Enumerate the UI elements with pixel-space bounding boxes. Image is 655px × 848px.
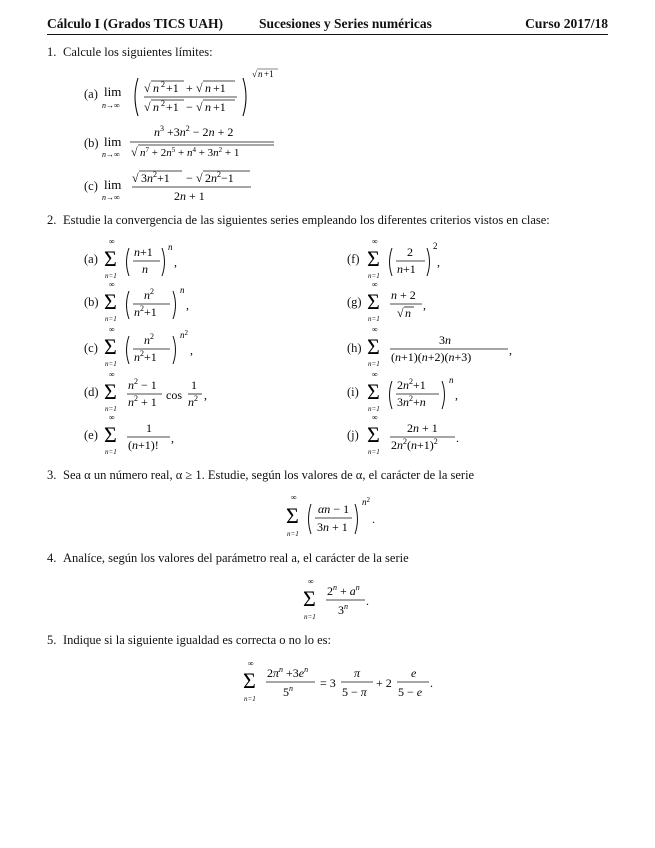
svg-text:+1: +1 <box>264 69 274 79</box>
svg-text:n: n <box>180 285 185 295</box>
question-number: 2. <box>47 213 57 227</box>
svg-text:n3 +3n2 − 2n + 2: $n^3 +3n^2 - 2n + 2$ <box>154 124 234 139</box>
svg-text:√: √ <box>196 81 203 95</box>
question-5 <box>47 633 331 648</box>
svg-text:n+1: n+1 <box>134 245 153 259</box>
svg-text:∞: ∞ <box>372 280 378 289</box>
item-label: (i) <box>347 385 359 399</box>
svg-text:,: , <box>204 388 207 402</box>
svg-text:∞: ∞ <box>372 413 378 422</box>
svg-text:e: e <box>411 666 417 680</box>
formula-2f <box>367 236 467 282</box>
item-label: (a) <box>84 252 98 266</box>
svg-text:n=1: n=1 <box>287 530 299 538</box>
svg-text:√: √ <box>144 81 151 95</box>
svg-text:5 − e: 5 − e <box>398 685 423 699</box>
svg-text:,: , <box>423 298 426 312</box>
svg-text:Σ: Σ <box>367 422 380 447</box>
svg-text:∞: ∞ <box>248 659 254 668</box>
svg-text:2πn +3en: $2\pi^n +3e^n$ <box>267 665 309 680</box>
svg-text:√: √ <box>144 100 151 114</box>
item-label: (j) <box>347 428 359 442</box>
svg-text:n + 2: n + 2 <box>391 288 416 302</box>
svg-text:n2: $n^2$ <box>144 287 154 302</box>
svg-text:2: 2 <box>161 99 165 108</box>
formula-1b <box>104 122 294 162</box>
svg-text:∞: ∞ <box>109 237 115 246</box>
svg-text:2: 2 <box>161 80 165 89</box>
svg-text:n2+1: $n^2+1$ <box>134 349 157 364</box>
svg-text:cos: cos <box>166 388 182 402</box>
question-text: Sea α un número real, α ≥ 1. Estudie, según los valores de α, el carácter de la serie <box>63 468 475 482</box>
svg-text:∞: ∞ <box>291 493 297 502</box>
formula-2i <box>367 369 477 415</box>
formula-2c <box>104 324 214 370</box>
svg-text:−: − <box>186 171 193 185</box>
svg-text:−: − <box>186 100 193 114</box>
svg-text:Σ: Σ <box>367 334 380 359</box>
svg-text:n=1: n=1 <box>105 272 117 280</box>
question-1 <box>47 45 213 60</box>
question-number: 1. <box>47 45 57 59</box>
formula-2g <box>367 279 467 325</box>
page-header <box>47 16 608 35</box>
question-text: Estudie la convergencia de las siguientes series empleando los diferentes criterios vistos en clase: <box>63 213 550 227</box>
svg-text:Σ: Σ <box>286 503 299 528</box>
svg-text:√: √ <box>196 100 203 114</box>
svg-text:.: . <box>366 594 369 608</box>
item-label: (h) <box>347 341 362 355</box>
svg-text:n=1: n=1 <box>105 405 117 413</box>
svg-text:n=1: n=1 <box>368 448 380 456</box>
item-label: (d) <box>84 385 99 399</box>
formula-5 <box>243 656 443 706</box>
question-number: 5. <box>47 633 57 647</box>
item-label: (b) <box>84 295 99 309</box>
svg-text:3n: 3n <box>439 333 451 347</box>
svg-text:,: , <box>186 298 189 312</box>
item-label: (b) <box>84 136 99 150</box>
svg-text:n: n <box>153 100 159 114</box>
svg-text:2n + 1: 2n + 1 <box>407 421 438 435</box>
svg-text:n=1: n=1 <box>368 315 380 323</box>
svg-text:(n+1)!: (n+1)! <box>128 438 159 452</box>
question-3 <box>47 468 475 483</box>
svg-text:n=1: n=1 <box>244 695 256 703</box>
svg-text:3n2+1: $3n^2+1$ <box>141 170 170 185</box>
svg-text:n: n <box>142 262 148 276</box>
svg-text:n: n <box>258 69 263 79</box>
svg-text:3n2+n: $3n^2+n$ <box>397 394 426 409</box>
formula-1a <box>104 64 294 122</box>
question-text: Indique si la siguiente igualdad es correcta o no lo es: <box>63 633 331 647</box>
svg-text:∞: ∞ <box>109 413 115 422</box>
svg-text:√: √ <box>132 171 139 185</box>
svg-text:n=1: n=1 <box>368 360 380 368</box>
svg-text:∞: ∞ <box>109 280 115 289</box>
svg-text:∞: ∞ <box>372 325 378 334</box>
svg-text:2: 2 <box>433 241 438 251</box>
svg-text:n2: $n^2$ <box>144 332 154 347</box>
svg-text:n→∞: n→∞ <box>102 193 120 202</box>
item-label: (g) <box>347 295 362 309</box>
formula-2b <box>104 279 214 325</box>
svg-text:n=1: n=1 <box>368 405 380 413</box>
item-label: (c) <box>84 341 98 355</box>
item-label: (f) <box>347 252 360 266</box>
svg-text:Σ: Σ <box>367 246 380 271</box>
svg-text:2n2−1: $2n^2-1$ <box>205 170 234 185</box>
svg-text:2n + 1: 2n + 1 <box>174 189 205 203</box>
question-4 <box>47 551 409 566</box>
svg-text:√: √ <box>196 171 203 185</box>
svg-text:+ 2: + 2 <box>376 676 392 690</box>
svg-text:Σ: Σ <box>104 289 117 314</box>
svg-text:∞: ∞ <box>109 325 115 334</box>
svg-text:Σ: Σ <box>367 289 380 314</box>
svg-text:π: π <box>354 666 361 680</box>
formula-2a <box>104 236 204 282</box>
formula-2d <box>104 369 224 415</box>
item-label: (c) <box>84 179 98 193</box>
header-topic: Sucesiones y Series numéricas <box>259 16 432 31</box>
svg-text:.: . <box>456 431 459 445</box>
svg-text:n: n <box>405 306 411 320</box>
svg-text:∞: ∞ <box>308 577 314 586</box>
svg-text:5 − π: 5 − π <box>342 685 367 699</box>
svg-text:n2 + 1: $n^2 + 1$ <box>128 394 157 409</box>
formula-2e <box>104 412 204 458</box>
svg-text:n2 − 1: $n^2 - 1$ <box>128 377 157 392</box>
item-label: (e) <box>84 428 98 442</box>
svg-text:√: √ <box>131 145 138 159</box>
svg-text:n=1: n=1 <box>105 315 117 323</box>
svg-text:+1: +1 <box>166 81 179 95</box>
svg-text:2n + an: $2^n + a^n$ <box>327 583 360 598</box>
svg-text:3n + 1: 3n + 1 <box>317 520 348 534</box>
svg-text:(n+1)(n+2)(n+3): (n+1)(n+2)(n+3) <box>391 350 472 364</box>
question-number: 4. <box>47 551 57 565</box>
svg-text:n+1: n+1 <box>397 262 416 276</box>
svg-text:n=1: n=1 <box>105 360 117 368</box>
svg-text:Σ: Σ <box>303 586 316 611</box>
svg-text:+1: +1 <box>213 100 226 114</box>
svg-text:,: , <box>509 343 512 357</box>
svg-text:+1: +1 <box>166 100 179 114</box>
svg-text:.: . <box>430 676 433 690</box>
svg-text:lim: lim <box>104 84 122 99</box>
svg-text:∞: ∞ <box>372 237 378 246</box>
svg-text:n2: $n^2$ <box>188 394 198 409</box>
svg-text:n7 + 2n5 + n4 + 3n2 + 1: $n^7 + 2n^5 + n^4 + 3n^2 + 1$ <box>140 146 240 159</box>
svg-text:√: √ <box>397 306 404 320</box>
svg-text:n→∞: n→∞ <box>102 101 120 110</box>
svg-text:n: n <box>168 242 173 252</box>
svg-text:αn − 1: αn − 1 <box>318 502 350 516</box>
question-text: Calcule los siguientes límites: <box>63 45 213 59</box>
formula-2j <box>367 412 477 458</box>
svg-text:Σ: Σ <box>104 246 117 271</box>
svg-text:n=1: n=1 <box>304 613 316 621</box>
svg-text:n→∞: n→∞ <box>102 150 120 159</box>
item-label: (a) <box>84 87 98 101</box>
svg-text:n=1: n=1 <box>105 448 117 456</box>
svg-text:√: √ <box>252 69 257 79</box>
svg-text:n: n <box>205 100 211 114</box>
svg-text:,: , <box>171 431 174 445</box>
question-number: 3. <box>47 468 57 482</box>
formula-3 <box>286 490 396 542</box>
svg-text:Σ: Σ <box>243 668 256 693</box>
svg-text:n=1: n=1 <box>368 272 380 280</box>
svg-text:1: 1 <box>191 378 197 392</box>
svg-text:∞: ∞ <box>372 370 378 379</box>
svg-text:2n2+1: $2n^2+1$ <box>397 377 426 392</box>
header-year: Curso 2017/18 <box>525 16 608 31</box>
svg-text:+1: +1 <box>213 81 226 95</box>
formula-1c <box>104 165 264 205</box>
svg-text:= 3: = 3 <box>320 676 336 690</box>
svg-text:1: 1 <box>146 421 152 435</box>
formula-2h <box>367 324 527 370</box>
svg-text:,: , <box>190 343 193 357</box>
formula-4 <box>303 574 383 624</box>
svg-text:Σ: Σ <box>367 379 380 404</box>
svg-text:Σ: Σ <box>104 334 117 359</box>
svg-text:lim: lim <box>104 177 122 192</box>
svg-text:5n: 5$^n$ <box>283 684 293 699</box>
svg-text:lim: lim <box>104 134 122 149</box>
svg-text:n: n <box>449 375 454 385</box>
svg-text:n: n <box>153 81 159 95</box>
question-text: Analíce, según los valores del parámetro real a, el carácter de la serie <box>63 551 409 565</box>
svg-text:2: 2 <box>407 245 413 259</box>
question-2 <box>47 213 550 228</box>
svg-text:n2: $n^2$ <box>362 496 370 507</box>
svg-text:n2+1: $n^2+1$ <box>134 304 157 319</box>
svg-text:+: + <box>186 81 193 95</box>
svg-text:3n: 3$^n$ <box>338 602 348 617</box>
header-course: Cálculo I (Grados TICS UAH) <box>47 16 224 31</box>
svg-text:,: , <box>455 388 458 402</box>
svg-text:n2: $n^2$ <box>180 329 188 340</box>
svg-text:Σ: Σ <box>104 379 117 404</box>
svg-text:,: , <box>437 255 440 269</box>
svg-text:Σ: Σ <box>104 422 117 447</box>
svg-text:2n2(n+1)2: $2n^2(n+1)^2$ <box>391 437 438 452</box>
svg-text:∞: ∞ <box>109 370 115 379</box>
svg-text:,: , <box>174 255 177 269</box>
svg-text:n: n <box>205 81 211 95</box>
svg-text:.: . <box>372 512 375 526</box>
